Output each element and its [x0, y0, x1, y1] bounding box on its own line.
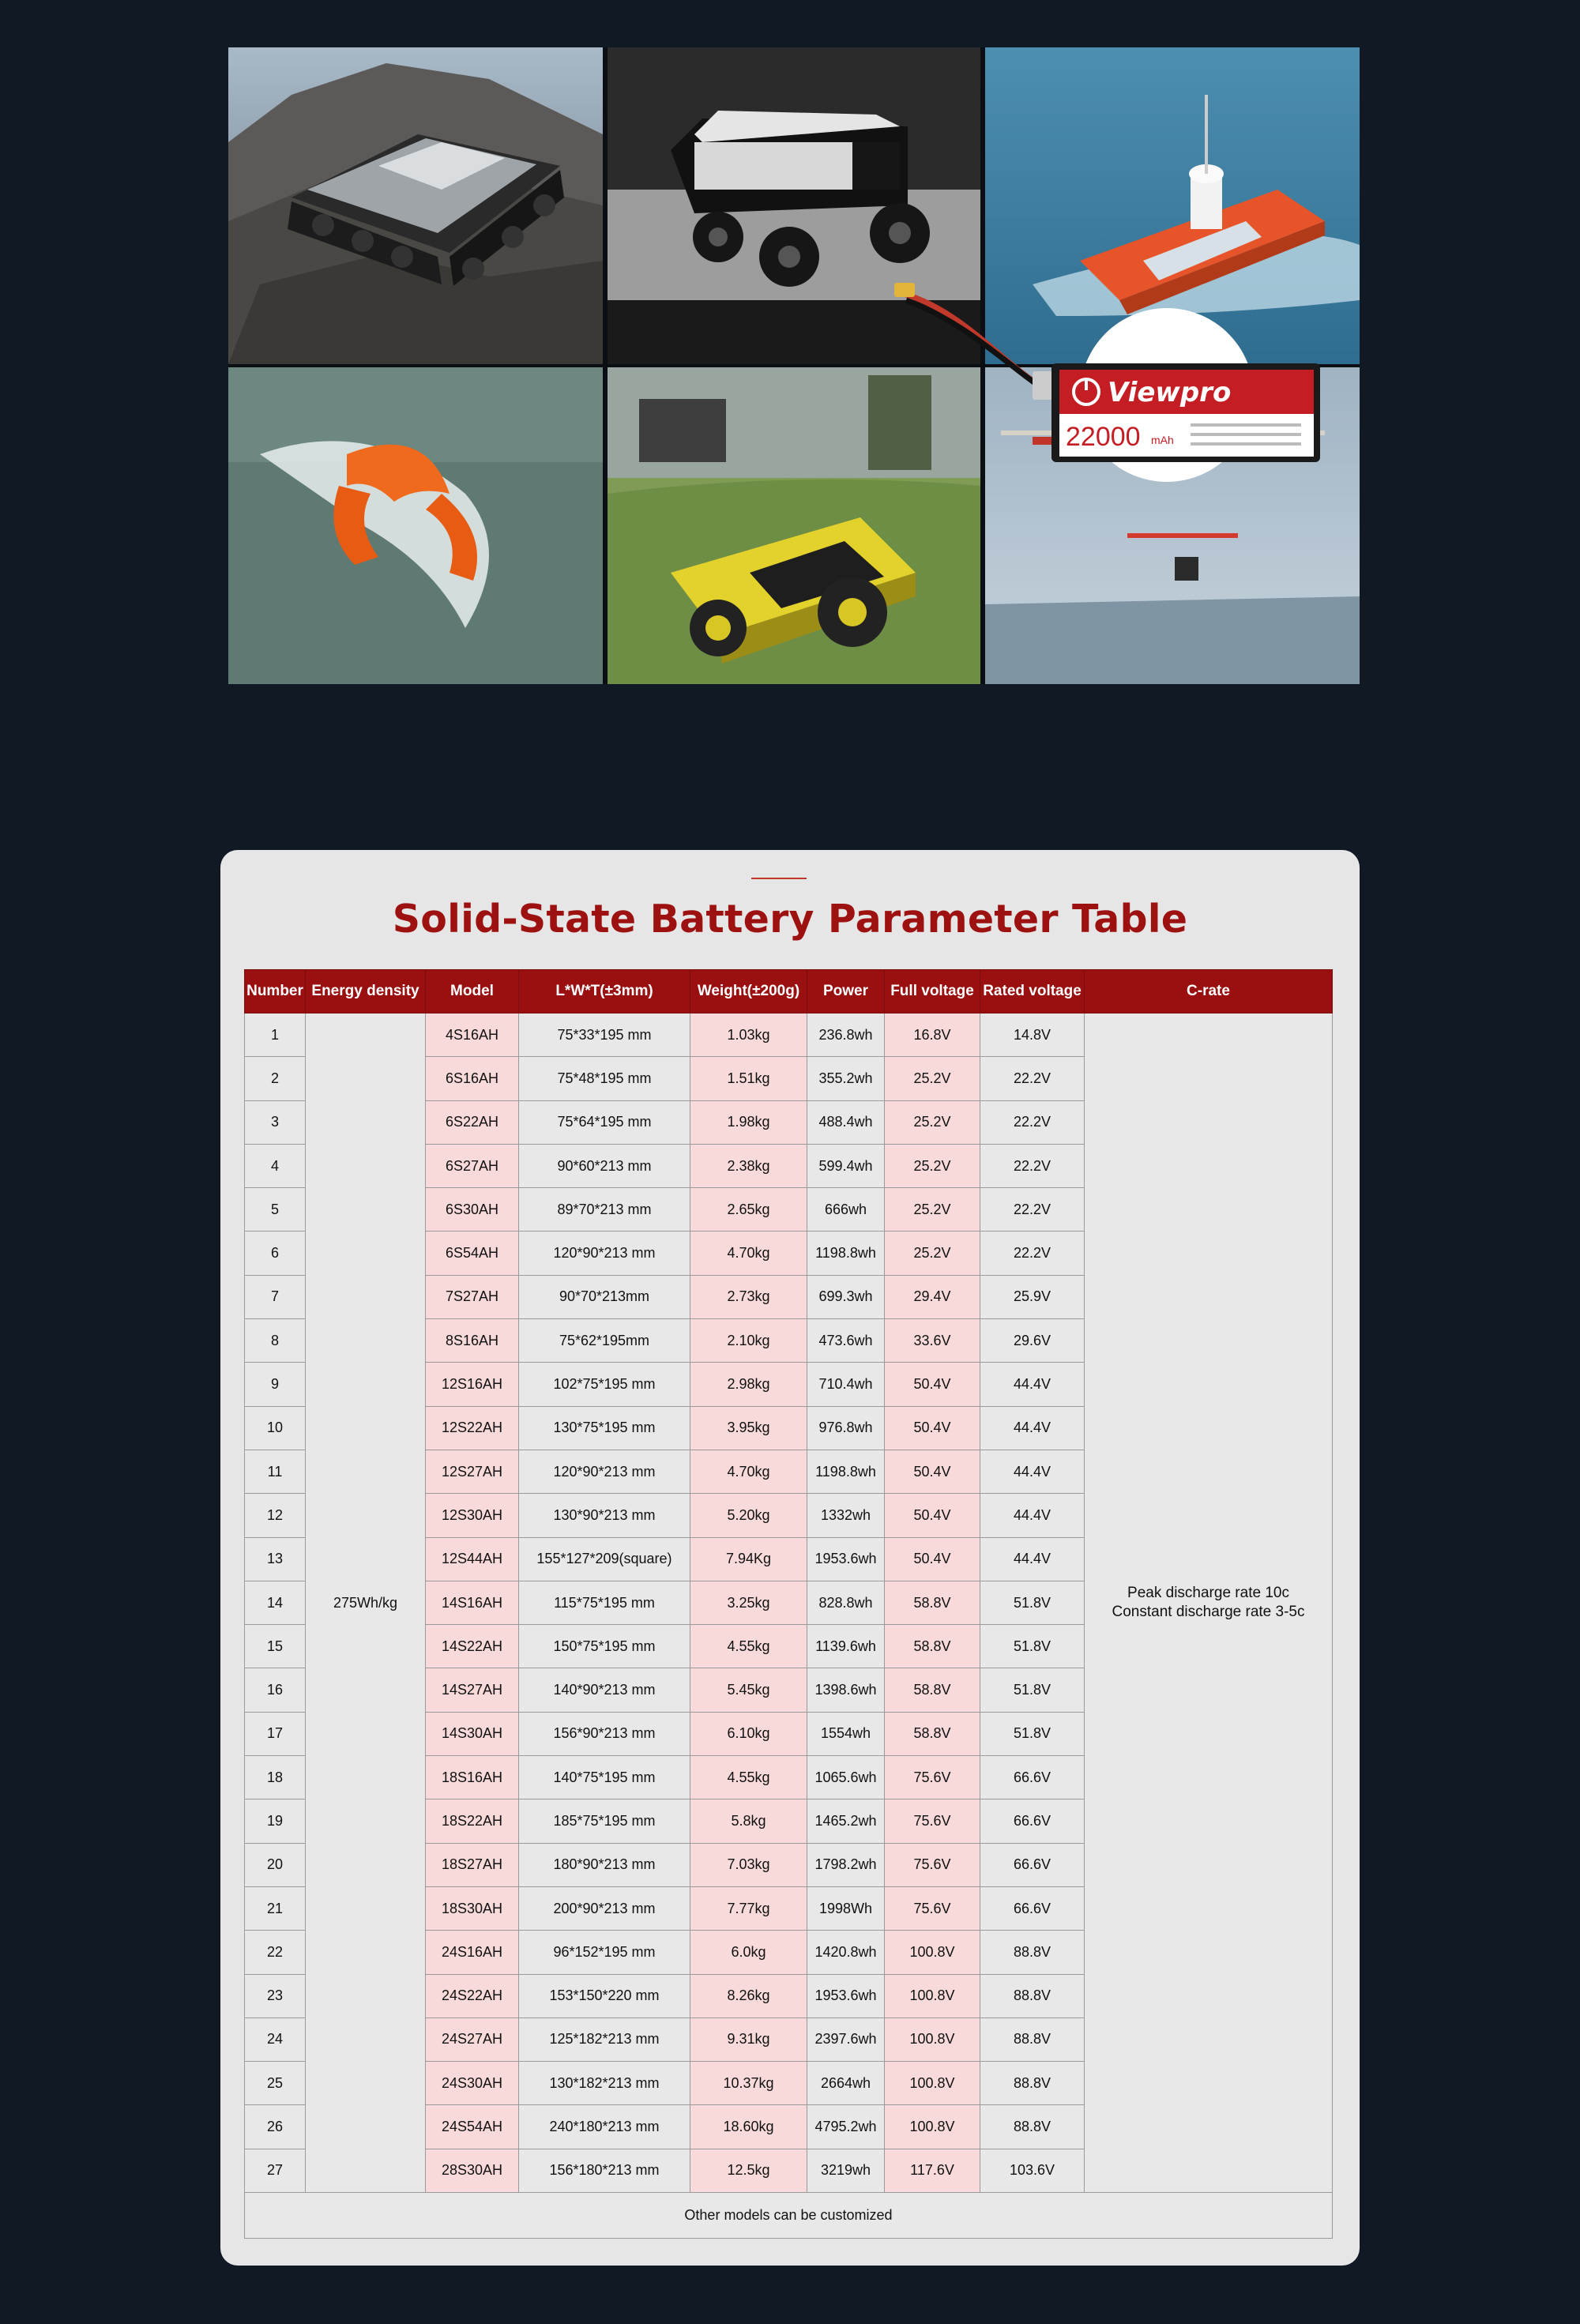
cell-power: 1953.6wh — [807, 1537, 885, 1581]
cell-model: 12S22AH — [426, 1406, 519, 1450]
cell-number: 24 — [245, 2018, 306, 2061]
cell-weight: 3.95kg — [690, 1406, 807, 1450]
cell-full-voltage: 58.8V — [885, 1668, 980, 1712]
cell-full-voltage: 33.6V — [885, 1319, 980, 1363]
cell-number: 8 — [245, 1319, 306, 1363]
cell-rated-voltage: 22.2V — [980, 1100, 1085, 1144]
cell-number: 22 — [245, 1931, 306, 1974]
cell-model: 12S16AH — [426, 1363, 519, 1406]
cell-number: 12 — [245, 1494, 306, 1537]
cell-dimensions: 75*64*195 mm — [519, 1100, 690, 1144]
table-row — [245, 1013, 1333, 1057]
cell-dimensions: 200*90*213 mm — [519, 1886, 690, 1930]
cell-power: 1420.8wh — [807, 1931, 885, 1974]
cell-number: 16 — [245, 1668, 306, 1712]
cell-model: 7S27AH — [426, 1275, 519, 1318]
cell-rated-voltage: 44.4V — [980, 1363, 1085, 1406]
cell-model: 14S30AH — [426, 1712, 519, 1755]
cell-number: 17 — [245, 1712, 306, 1755]
header-power: Power — [807, 970, 885, 1013]
cell-full-voltage: 16.8V — [885, 1013, 980, 1057]
table-footer-row — [245, 2193, 1333, 2239]
cell-power: 1953.6wh — [807, 1974, 885, 2018]
cell-model: 18S16AH — [426, 1756, 519, 1799]
cell-power: 976.8wh — [807, 1406, 885, 1450]
cell-weight: 4.70kg — [690, 1232, 807, 1275]
cell-weight: 4.55kg — [690, 1756, 807, 1799]
cell-model: 14S22AH — [426, 1625, 519, 1668]
cell-full-voltage: 58.8V — [885, 1625, 980, 1668]
rescue-buoy-photo — [228, 367, 603, 684]
cell-weight: 7.03kg — [690, 1843, 807, 1886]
cell-full-voltage: 117.6V — [885, 2149, 980, 2192]
cell-weight: 18.60kg — [690, 2105, 807, 2149]
cell-power: 3219wh — [807, 2149, 885, 2192]
cell-model: 12S30AH — [426, 1494, 519, 1537]
cell-dimensions: 156*180*213 mm — [519, 2149, 690, 2192]
cell-dimensions: 90*60*213 mm — [519, 1144, 690, 1187]
cell-full-voltage: 75.6V — [885, 1756, 980, 1799]
cell-number: 11 — [245, 1450, 306, 1493]
cell-rated-voltage: 29.6V — [980, 1319, 1085, 1363]
cell-full-voltage: 50.4V — [885, 1494, 980, 1537]
cell-full-voltage: 75.6V — [885, 1799, 980, 1843]
cell-dimensions: 102*75*195 mm — [519, 1363, 690, 1406]
cell-model: 18S22AH — [426, 1799, 519, 1843]
cell-full-voltage: 50.4V — [885, 1450, 980, 1493]
cell-power: 2397.6wh — [807, 2018, 885, 2061]
cell-full-voltage: 25.2V — [885, 1100, 980, 1144]
cell-dimensions: 115*75*195 mm — [519, 1581, 690, 1624]
cell-dimensions: 240*180*213 mm — [519, 2105, 690, 2149]
cell-dimensions: 89*70*213 mm — [519, 1188, 690, 1232]
cell-power: 4795.2wh — [807, 2105, 885, 2149]
cell-model: 6S16AH — [426, 1057, 519, 1100]
cell-full-voltage: 100.8V — [885, 2062, 980, 2105]
header-rated-voltage: Rated voltage — [980, 970, 1085, 1013]
cell-number: 2 — [245, 1057, 306, 1100]
cell-number: 18 — [245, 1756, 306, 1799]
cell-rated-voltage: 22.2V — [980, 1232, 1085, 1275]
cell-rated-voltage: 44.4V — [980, 1494, 1085, 1537]
cell-power: 1998Wh — [807, 1886, 885, 1930]
cell-power: 710.4wh — [807, 1363, 885, 1406]
cell-number: 20 — [245, 1843, 306, 1886]
cell-weight: 6.0kg — [690, 1931, 807, 1974]
cell-weight: 1.51kg — [690, 1057, 807, 1100]
cell-power: 828.8wh — [807, 1581, 885, 1624]
cell-number: 27 — [245, 2149, 306, 2192]
cell-power: 1198.8wh — [807, 1232, 885, 1275]
cell-dimensions: 125*182*213 mm — [519, 2018, 690, 2061]
cell-model: 14S27AH — [426, 1668, 519, 1712]
cell-power: 1198.8wh — [807, 1450, 885, 1493]
cell-rated-voltage: 88.8V — [980, 1931, 1085, 1974]
cell-number: 7 — [245, 1275, 306, 1318]
cell-number: 1 — [245, 1013, 306, 1057]
cell-number: 25 — [245, 2062, 306, 2105]
cell-power: 488.4wh — [807, 1100, 885, 1144]
cell-power: 236.8wh — [807, 1013, 885, 1057]
cell-full-voltage: 25.2V — [885, 1232, 980, 1275]
battery-parameter-table — [244, 969, 1333, 2239]
battery-connector — [894, 283, 915, 297]
cell-dimensions: 130*75*195 mm — [519, 1406, 690, 1450]
cell-full-voltage: 25.2V — [885, 1188, 980, 1232]
cell-dimensions: 150*75*195 mm — [519, 1625, 690, 1668]
cell-number: 10 — [245, 1406, 306, 1450]
cell-dimensions: 130*90*213 mm — [519, 1494, 690, 1537]
cell-full-voltage: 100.8V — [885, 1974, 980, 2018]
cell-rated-voltage: 44.4V — [980, 1537, 1085, 1581]
cell-model: 6S22AH — [426, 1100, 519, 1144]
peak-discharge-rate: Peak discharge rate 10c — [1127, 1585, 1289, 1601]
cell-dimensions: 75*62*195mm — [519, 1319, 690, 1363]
cell-model: 6S27AH — [426, 1144, 519, 1187]
cell-dimensions: 75*48*195 mm — [519, 1057, 690, 1100]
cell-model: 28S30AH — [426, 2149, 519, 2192]
cell-full-voltage: 100.8V — [885, 2018, 980, 2061]
battery-pack — [1051, 363, 1320, 462]
cell-dimensions: 130*182*213 mm — [519, 2062, 690, 2105]
cell-model: 24S27AH — [426, 2018, 519, 2061]
cell-power: 1465.2wh — [807, 1799, 885, 1843]
cell-dimensions: 75*33*195 mm — [519, 1013, 690, 1057]
cell-rated-voltage: 44.4V — [980, 1406, 1085, 1450]
cell-number: 21 — [245, 1886, 306, 1930]
application-collage — [228, 47, 1360, 684]
cell-weight: 6.10kg — [690, 1712, 807, 1755]
table-body — [245, 1013, 1333, 2193]
header-full-voltage: Full voltage — [885, 970, 980, 1013]
cell-weight: 7.94Kg — [690, 1537, 807, 1581]
cell-dimensions: 120*90*213 mm — [519, 1232, 690, 1275]
cell-power: 666wh — [807, 1188, 885, 1232]
header-model: Model — [426, 970, 519, 1013]
cell-model: 24S22AH — [426, 1974, 519, 2018]
cell-power: 1139.6wh — [807, 1625, 885, 1668]
cell-number: 4 — [245, 1144, 306, 1187]
cell-model: 24S54AH — [426, 2105, 519, 2149]
cell-rated-voltage: 22.2V — [980, 1144, 1085, 1187]
cell-rated-voltage: 44.4V — [980, 1450, 1085, 1493]
tracked-robot-photo — [228, 47, 603, 364]
cell-number: 6 — [245, 1232, 306, 1275]
header-energy-density: Energy density — [306, 970, 426, 1013]
cell-weight: 2.98kg — [690, 1363, 807, 1406]
cell-weight: 2.38kg — [690, 1144, 807, 1187]
cell-dimensions: 155*127*209(square) — [519, 1537, 690, 1581]
cell-dimensions: 153*150*220 mm — [519, 1974, 690, 2018]
cell-model: 6S54AH — [426, 1232, 519, 1275]
battery-capacity-unit: mAh — [1151, 434, 1174, 446]
cell-full-voltage: 100.8V — [885, 1931, 980, 1974]
title-accent-line — [751, 878, 807, 879]
cell-number: 13 — [245, 1537, 306, 1581]
cell-full-voltage: 25.2V — [885, 1144, 980, 1187]
cell-rated-voltage: 22.2V — [980, 1057, 1085, 1100]
cell-dimensions: 140*75*195 mm — [519, 1756, 690, 1799]
parameter-table-card — [220, 850, 1360, 2266]
cell-dimensions: 156*90*213 mm — [519, 1712, 690, 1755]
cell-weight: 7.77kg — [690, 1886, 807, 1930]
customization-note: Other models can be customized — [245, 2193, 1333, 2239]
cell-rated-voltage: 51.8V — [980, 1668, 1085, 1712]
cell-rated-voltage: 88.8V — [980, 1974, 1085, 2018]
cell-rated-voltage: 88.8V — [980, 2105, 1085, 2149]
header-dimensions: L*W*T(±3mm) — [519, 970, 690, 1013]
cell-number: 15 — [245, 1625, 306, 1668]
page-title: Solid-State Battery Parameter Table — [392, 897, 1188, 942]
cell-rated-voltage: 103.6V — [980, 2149, 1085, 2192]
cell-model: 18S30AH — [426, 1886, 519, 1930]
battery-capacity: 22000 — [1066, 422, 1141, 452]
cell-model: 12S44AH — [426, 1537, 519, 1581]
c-rate-cell — [1085, 1013, 1333, 2193]
cell-full-voltage: 75.6V — [885, 1843, 980, 1886]
cell-power: 1332wh — [807, 1494, 885, 1537]
cell-number: 26 — [245, 2105, 306, 2149]
cell-rated-voltage: 51.8V — [980, 1581, 1085, 1624]
cell-full-voltage: 58.8V — [885, 1581, 980, 1624]
cell-weight: 12.5kg — [690, 2149, 807, 2192]
cell-model: 14S16AH — [426, 1581, 519, 1624]
cell-power: 2664wh — [807, 2062, 885, 2105]
cell-rated-voltage: 88.8V — [980, 2062, 1085, 2105]
energy-density-cell: 275Wh/kg — [306, 1013, 426, 2193]
table-header-row — [245, 970, 1333, 1013]
cell-weight: 5.8kg — [690, 1799, 807, 1843]
cell-model: 8S16AH — [426, 1319, 519, 1363]
cell-full-voltage: 50.4V — [885, 1363, 980, 1406]
cell-weight: 2.73kg — [690, 1275, 807, 1318]
header-number: Number — [245, 970, 306, 1013]
cell-model: 24S30AH — [426, 2062, 519, 2105]
cell-full-voltage: 100.8V — [885, 2105, 980, 2149]
cell-power: 473.6wh — [807, 1319, 885, 1363]
cell-rated-voltage: 88.8V — [980, 2018, 1085, 2061]
cell-power: 355.2wh — [807, 1057, 885, 1100]
cell-rated-voltage: 51.8V — [980, 1712, 1085, 1755]
cell-rated-voltage: 66.6V — [980, 1799, 1085, 1843]
cell-model: 6S30AH — [426, 1188, 519, 1232]
cell-weight: 4.55kg — [690, 1625, 807, 1668]
cell-model: 4S16AH — [426, 1013, 519, 1057]
cell-number: 14 — [245, 1581, 306, 1624]
cell-weight: 2.65kg — [690, 1188, 807, 1232]
cell-number: 9 — [245, 1363, 306, 1406]
cell-number: 3 — [245, 1100, 306, 1144]
battery-brand: Viewpro — [1108, 377, 1232, 408]
cell-dimensions: 90*70*213mm — [519, 1275, 690, 1318]
cell-weight: 5.45kg — [690, 1668, 807, 1712]
battery-badge — [890, 276, 1333, 510]
cell-power: 1554wh — [807, 1712, 885, 1755]
cell-dimensions: 180*90*213 mm — [519, 1843, 690, 1886]
cell-weight: 4.70kg — [690, 1450, 807, 1493]
cell-dimensions: 185*75*195 mm — [519, 1799, 690, 1843]
cell-number: 19 — [245, 1799, 306, 1843]
cell-full-voltage: 58.8V — [885, 1712, 980, 1755]
cell-weight: 1.03kg — [690, 1013, 807, 1057]
cell-rated-voltage: 66.6V — [980, 1843, 1085, 1886]
cell-weight: 3.25kg — [690, 1581, 807, 1624]
cell-model: 18S27AH — [426, 1843, 519, 1886]
cell-full-voltage: 50.4V — [885, 1406, 980, 1450]
cell-power: 599.4wh — [807, 1144, 885, 1187]
cell-weight: 5.20kg — [690, 1494, 807, 1537]
cell-rated-voltage: 22.2V — [980, 1188, 1085, 1232]
cell-number: 5 — [245, 1188, 306, 1232]
cell-dimensions: 120*90*213 mm — [519, 1450, 690, 1493]
cell-power: 699.3wh — [807, 1275, 885, 1318]
cell-weight: 1.98kg — [690, 1100, 807, 1144]
cell-rated-voltage: 14.8V — [980, 1013, 1085, 1057]
cell-full-voltage: 75.6V — [885, 1886, 980, 1930]
cell-rated-voltage: 25.9V — [980, 1275, 1085, 1318]
header-c-rate: C-rate — [1085, 970, 1333, 1013]
cell-full-voltage: 25.2V — [885, 1057, 980, 1100]
cell-rated-voltage: 51.8V — [980, 1625, 1085, 1668]
cell-full-voltage: 50.4V — [885, 1537, 980, 1581]
constant-discharge-rate: Constant discharge rate 3-5c — [1112, 1604, 1305, 1620]
header-weight: Weight(±200g) — [690, 970, 807, 1013]
cell-power: 1065.6wh — [807, 1756, 885, 1799]
cell-dimensions: 140*90*213 mm — [519, 1668, 690, 1712]
cell-weight: 9.31kg — [690, 2018, 807, 2061]
cell-power: 1798.2wh — [807, 1843, 885, 1886]
cell-weight: 10.37kg — [690, 2062, 807, 2105]
cell-weight: 8.26kg — [690, 1974, 807, 2018]
cell-power: 1398.6wh — [807, 1668, 885, 1712]
cell-weight: 2.10kg — [690, 1319, 807, 1363]
cell-dimensions: 96*152*195 mm — [519, 1931, 690, 1974]
cell-full-voltage: 29.4V — [885, 1275, 980, 1318]
cell-number: 23 — [245, 1974, 306, 2018]
cell-model: 24S16AH — [426, 1931, 519, 1974]
cell-rated-voltage: 66.6V — [980, 1756, 1085, 1799]
cell-model: 12S27AH — [426, 1450, 519, 1493]
cell-rated-voltage: 66.6V — [980, 1886, 1085, 1930]
